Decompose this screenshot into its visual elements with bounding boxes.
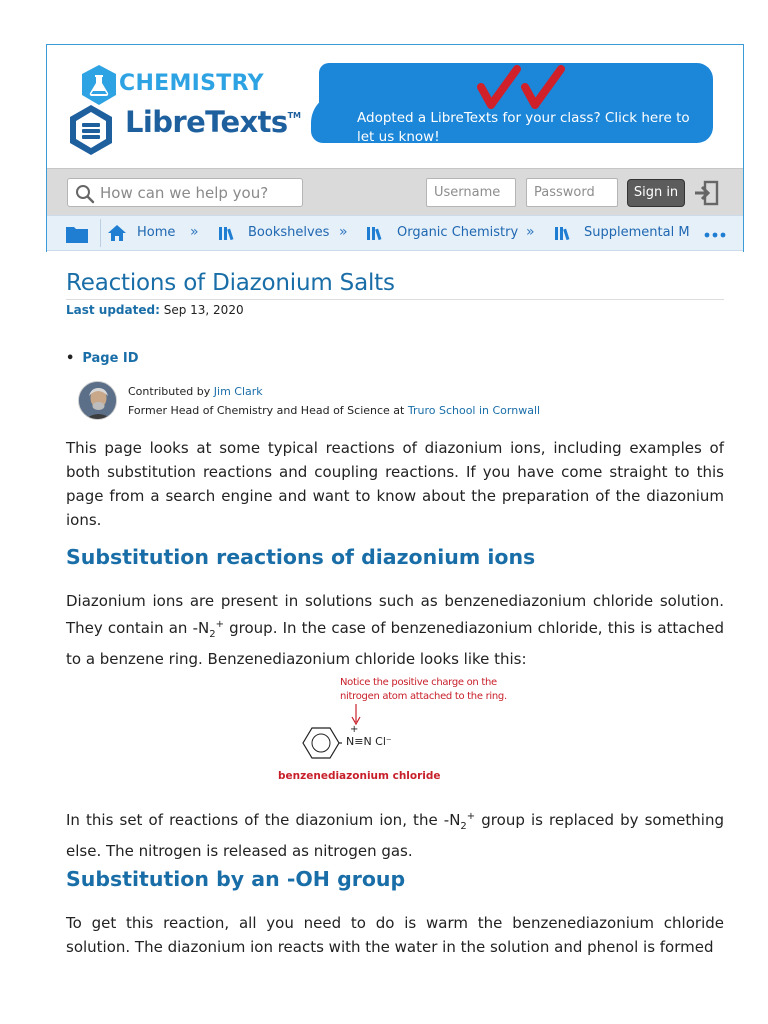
author-role: Former Head of Chemistry and Head of Science at	[128, 404, 405, 417]
school-link[interactable]: Truro School in Cornwall	[407, 404, 541, 417]
check-marks-icon	[477, 65, 577, 113]
sign-in-button[interactable]: Sign in	[627, 179, 685, 207]
logo-libretexts-word: LibreTexts	[125, 105, 288, 139]
author-link[interactable]: Jim Clark	[213, 385, 263, 398]
figure-plus-charge: +	[350, 724, 359, 735]
superscript-plus: +	[215, 619, 224, 630]
breadcrumb-supplemental[interactable]: Supplemental M	[584, 225, 690, 240]
folder-icon[interactable]	[65, 224, 89, 244]
search-icon[interactable]	[75, 184, 95, 204]
last-updated	[66, 303, 244, 317]
username-field[interactable]	[426, 178, 516, 207]
home-icon[interactable]	[107, 224, 127, 242]
libretexts-logo[interactable]	[67, 59, 307, 159]
search-box[interactable]	[67, 178, 303, 207]
page-title: Reactions of Diazonium Salts	[66, 270, 395, 296]
breadcrumb-organic-chemistry[interactable]: Organic Chemistry	[397, 225, 519, 240]
text-run: In this set of reactions of the diazonium ion, the -N	[66, 811, 461, 829]
breadcrumb-separator: »	[526, 224, 535, 240]
last-updated-label: Last updated:	[66, 303, 160, 317]
last-updated-date: Sep 13, 2020	[163, 303, 244, 317]
password-field[interactable]	[526, 178, 618, 207]
books-hex-icon	[67, 103, 115, 157]
author-avatar	[78, 381, 117, 420]
logo-chemistry-text: CHEMISTRY	[119, 71, 264, 96]
contributed-by-label: Contributed by	[128, 385, 211, 398]
affiliation-line	[128, 401, 540, 420]
site-header	[47, 45, 743, 167]
breadcrumb-separator: »	[190, 224, 199, 240]
breadcrumb-divider	[100, 219, 101, 247]
more-icon[interactable]	[704, 231, 726, 239]
superscript-plus: +	[466, 811, 476, 822]
breadcrumb-bookshelves[interactable]: Bookshelves	[248, 225, 330, 240]
breadcrumb-separator: »	[339, 224, 348, 240]
bookshelf-icon[interactable]	[554, 225, 574, 241]
breadcrumb	[47, 215, 743, 251]
replacement-paragraph	[66, 805, 724, 863]
search-toolbar	[47, 168, 743, 215]
benzene-ring-icon	[302, 726, 342, 760]
text-run: group. In the case of benzenediazonium chloride, this is attached to a benzene ring. Benzenediazonium chloride looks like this:	[66, 619, 724, 668]
subscript-2: 2	[209, 629, 216, 640]
subscript-2: 2	[460, 821, 467, 832]
substitution-paragraph	[66, 589, 724, 671]
contributor-info	[128, 382, 540, 420]
figure-caption: benzenediazonium chloride	[278, 770, 441, 782]
contributor-line	[128, 382, 540, 401]
heading-substitution-reactions: Substitution reactions of diazonium ions	[66, 545, 536, 569]
logo-trademark: TM	[287, 111, 301, 120]
title-divider	[66, 299, 724, 300]
bookshelf-icon[interactable]	[366, 225, 386, 241]
page-id-toggle[interactable]: • Page ID	[66, 351, 139, 366]
text-run: group is replaced by something else. The nitrogen is released as nitrogen gas.	[66, 811, 724, 860]
sign-in-icon[interactable]	[693, 180, 719, 206]
benzenediazonium-figure	[270, 672, 520, 790]
figure-note: Notice the positive charge on the nitrogen atom attached to the ring.	[340, 677, 507, 702]
text-run: Diazonium ions are present in solutions such as benzenediazonium chloride solution. They contain an -N	[66, 592, 724, 637]
breadcrumb-home[interactable]: Home	[137, 225, 176, 240]
figure-formula: N≡N Cl⁻	[346, 735, 392, 748]
heading-substitution-oh: Substitution by an -OH group	[66, 867, 406, 891]
logo-libretexts-text	[125, 105, 301, 139]
oh-paragraph: To get this reaction, all you need to do is warm the benzenediazonium chloride solution. The diazonium ion reacts with the water in the solution and phenol is formed	[66, 914, 724, 956]
bookshelf-icon[interactable]	[218, 225, 238, 241]
search-input[interactable]	[100, 183, 296, 203]
author-photo	[79, 382, 117, 420]
flask-hex-icon	[79, 63, 119, 107]
adoption-banner-text[interactable]: Adopted a LibreTexts for your class? Click here to let us know!	[357, 110, 690, 145]
intro-paragraph: This page looks at some typical reactions of diazonium ions, including examples of both substitution reactions and coupling reactions. If you have come straight to this page from a search engine and want to know about the preparation of the diazonium ions.	[66, 439, 724, 529]
